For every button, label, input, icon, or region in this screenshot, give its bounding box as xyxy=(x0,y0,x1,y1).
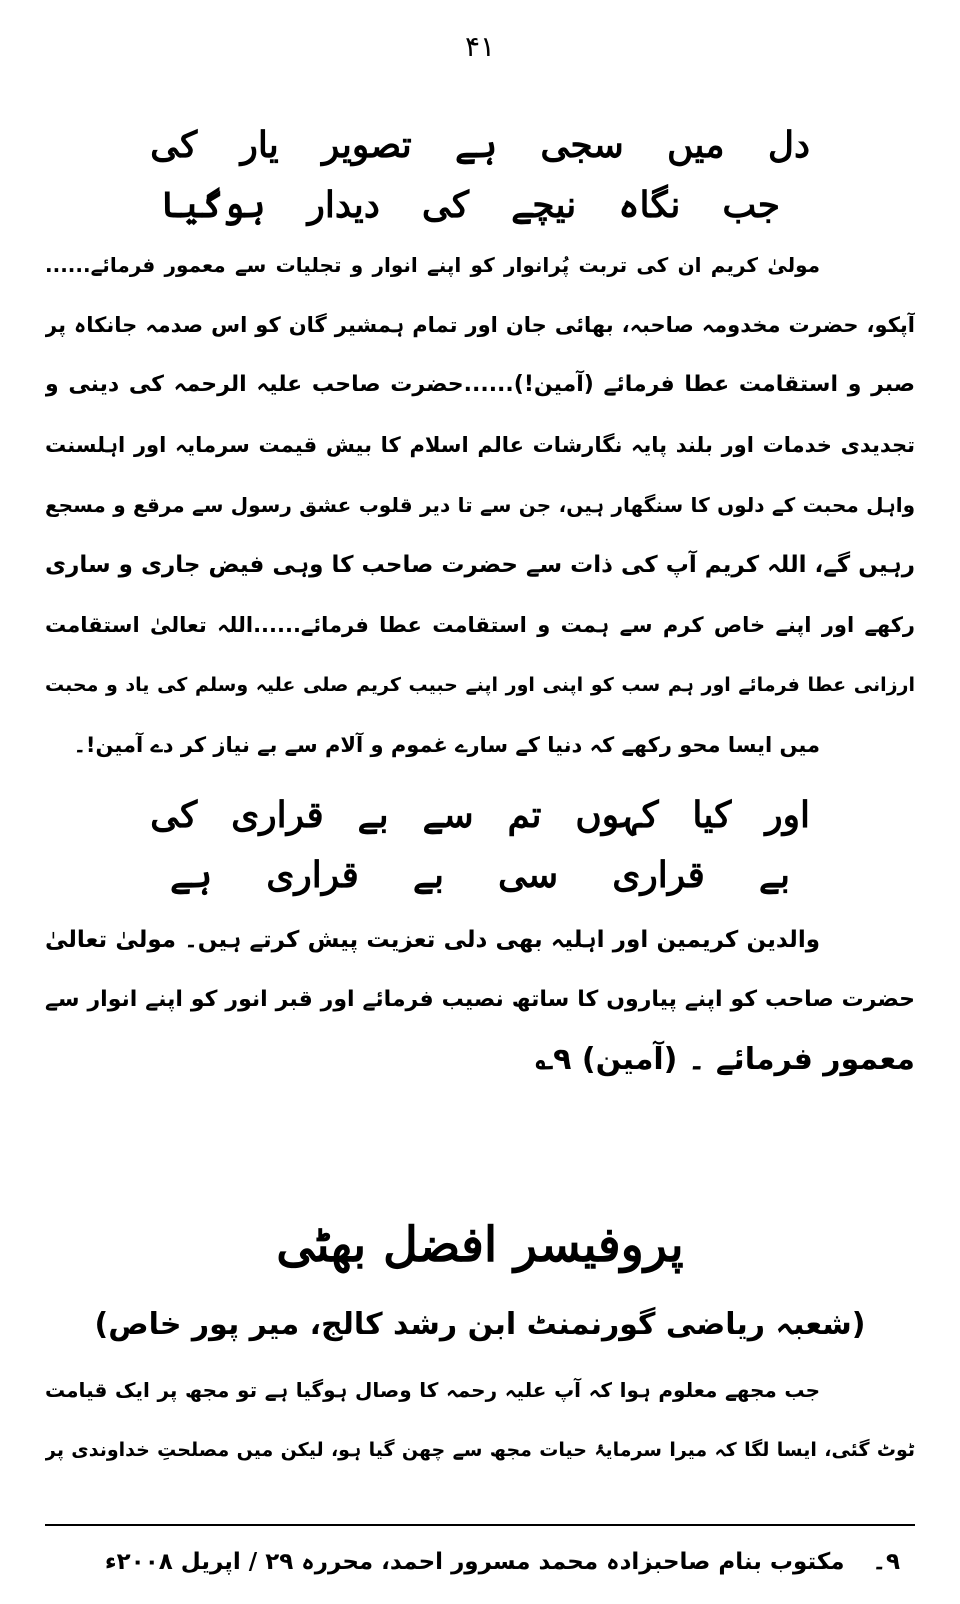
verse-word: کی xyxy=(150,124,198,166)
verse-word: یار xyxy=(240,124,279,166)
paragraph-line: صبر و استقامت عطا فرمائے (آمین!)......حضرت صاحب علیہ الرحمہ کی دینی و xyxy=(45,372,915,397)
verse-word: تصویر xyxy=(322,124,412,166)
paragraph-line: ارزانی عطا فرمائے اور ہم سب کو اپنی اور اپنے حبیب کریم صلی علیہ وسلم کی یاد و محبت xyxy=(45,674,915,696)
verse-word: تم xyxy=(507,794,542,836)
verse-word: نگاہ xyxy=(618,184,681,226)
verse-word: کی xyxy=(421,184,470,226)
verse-word: بے xyxy=(758,854,790,896)
paragraph-line: رہیں گے، اللہ کریم آپ کی ذات سے حضرت صاحب کا وہی فیض جاری و ساری xyxy=(45,552,915,578)
verse-word: میں xyxy=(667,124,725,166)
verse-word: بے xyxy=(357,794,389,836)
page-number: ۴۱ xyxy=(464,30,496,63)
paragraph-line: حضرت صاحب کو اپنے پیاروں کا ساتھ نصیب فرمائے اور قبر انور کو اپنے انوار سے xyxy=(45,987,915,1012)
verse-word: کہوں xyxy=(575,794,659,836)
paragraph-line: آپکو، حضرت مخدومہ صاحبہ، بھائی جان اور تمام ہمشیر گان کو اس صدمہ جانکاہ پر xyxy=(45,313,915,337)
verse-word: سجی xyxy=(540,124,624,166)
verse-word: دل xyxy=(767,124,810,166)
footnote-text: مکتوب بنام صاحبزادہ محمد مسرور احمد، محررہ ۲۹ / اپریل ۲۰۰۸ء xyxy=(104,1549,845,1575)
paragraph-line: تجدیدی خدمات اور بلند پایہ نگارشات عالم اسلام کا بیش قیمت سرمایہ اور اہلسنت xyxy=(45,433,915,457)
paragraph-line: معمور فرمائے ۔ (آمین) ۹؎ xyxy=(535,1042,915,1077)
verse-1-line-2 xyxy=(160,175,780,235)
paragraph-line: رکھے اور اپنے خاص کرم سے ہمت و استقامت عطا فرمائے......اللہ تعالیٰ استقامت xyxy=(45,613,915,637)
verse-word: دیدار xyxy=(307,184,380,226)
verse-word: ہے xyxy=(454,124,498,166)
footnote-divider xyxy=(45,1524,915,1526)
verse-2-line-2 xyxy=(170,845,790,905)
verse-word: سے xyxy=(422,794,474,836)
verse-word: کیا xyxy=(692,794,732,836)
paragraph-line: والدین کریمین اور اہلیہ بھی دلی تعزیت پیش کرتے ہیں۔ مولیٰ تعالیٰ xyxy=(45,927,820,953)
verse-word: نیچے xyxy=(511,184,577,226)
verse-word: بے xyxy=(412,854,445,896)
paragraph-line: واہل محبت کے دلوں کا سنگھار ہیں، جن سے تا دیر قلوب عشق رسول سے مرقع و مسجع xyxy=(45,493,915,517)
footnote xyxy=(80,1540,900,1584)
verse-2-line-1 xyxy=(150,785,810,845)
verse-word: قراری xyxy=(266,854,359,896)
paragraph-line: ٹوٹ گئی، ایسا لگا کہ میرا سرمایۂ حیات مجھ سے چھن گیا ہو، لیکن میں مصلحتِ خداوندی پر xyxy=(45,1439,915,1461)
verse-1-line-1 xyxy=(150,115,810,175)
paragraph-line: جب مجھے معلوم ہوا کہ آپ علیہ رحمہ کا وصال ہوگیا ہے تو مجھ پر ایک قیامت xyxy=(45,1378,820,1402)
verse-word: جب xyxy=(722,184,780,226)
verse-word: سی xyxy=(498,854,559,896)
verse-word: کی xyxy=(150,794,198,836)
paragraph-line: مولیٰ کریم ان کی تربت پُرانوار کو اپنے انوار و تجلیات سے معمور فرمائے...... xyxy=(45,253,820,277)
verse-word: قراری xyxy=(612,854,705,896)
section-title: پروفیسر افضل بھٹی xyxy=(276,1217,684,1273)
verse-word: اور xyxy=(765,794,810,836)
verse-word: ہے xyxy=(170,854,213,896)
verse-word: قراری xyxy=(231,794,324,836)
section-subtitle: (شعبہ ریاضی گورنمنٹ ابن رشد کالج، میر پور خاص) xyxy=(94,1307,866,1342)
verse-word: ہوگیا xyxy=(160,184,266,226)
footnote-number: ۹۔ xyxy=(872,1549,900,1575)
paragraph-line: میں ایسا محو رکھے کہ دنیا کے سارے غموم و آلام سے بے نیاز کر دے آمین!۔ xyxy=(73,733,820,757)
